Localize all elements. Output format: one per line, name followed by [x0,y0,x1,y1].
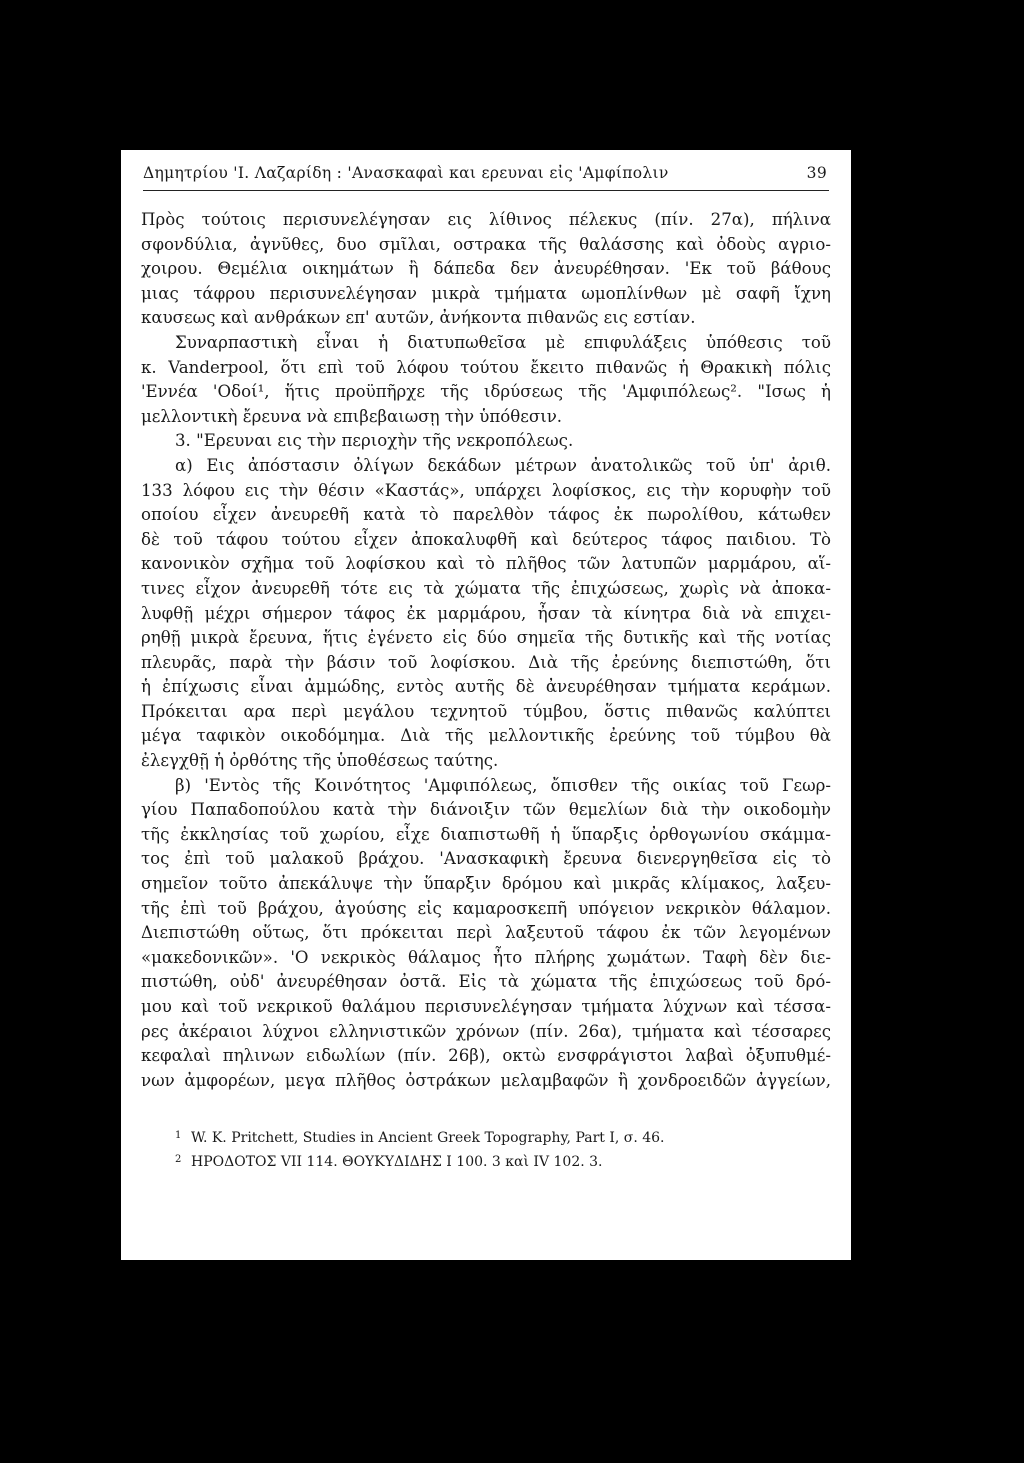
text-line: μου καὶ τοῦ νεκρικοῦ θαλάμου περισυνελέγησαν τμήματα λύχνων καὶ τέσσα- [141,997,831,1016]
section-heading: 3. "Ερευναι εις τὴν περιοχὴν τῆς νεκροπόλεως. [175,431,574,451]
text-line: Συναρπαστικὴ εἶναι ἡ διατυπωθεῖσα μὲ επιφυλάξεις ὑπόθεσις τοῦ [175,332,831,352]
text-line: 133 λόφου εις τὴν θέσιν «Καστάς», υπάρχει λοφίσκος, εις τὴν κορυφὴν τοῦ [141,480,831,500]
text-line: ἡ ἐπίχωσις εἶναι ἀμμώδης, εντὸς αυτῆς δὲ ἀνευρέθησαν τμήματα κεράμων. [141,677,831,697]
text-line: πλευρᾶς, παρὰ τὴν βάσιν τοῦ λοφίσκου. Διὰ τῆς ἐρεύνης διεπιστώθη, ὅτι [141,652,831,672]
text-line: ἐλεγχθῇ ἡ ὀρθότης τῆς ὑποθέσεως ταύτης. [141,751,499,771]
footnote-mark: 2 [175,1154,182,1165]
text-line: νων ἀμφορέων, μεγα πλῆθος ὀστράκων μελαμβαφῶν ἢ χονδροειδῶν ἀγγείων, [141,1070,831,1090]
text-line: καυσεως καὶ ανθράκων επ' αυτῶν, ἀνήκοντα πιθανῶς εις εστίαν. [141,308,696,328]
text-line: πιστώθη, οὐδ' ἀνευρέθησαν ὀστᾶ. Εἰς τὰ χώματα τῆς ἐπιχώσεως τοῦ δρό- [141,972,831,992]
text-line: ρες ἀκέραιοι λύχνοι ελληνιστικῶν χρόνων (πίν. 26α), τμήματα καὶ τέσσαρες [141,1021,831,1041]
footnote-text: ΗΡΟΔΟΤΟΣ VII 114. ΘΟΥΚΥΔΙΔΗΣ I 100. 3 καὶ IV 102. 3. [191,1154,603,1170]
body-text [141,208,831,1093]
text-line: χοιρου. Θεμέλια οικημάτων ἢ δάπεδα δεν ἀνευρέθησαν. 'Εκ τοῦ βάθους [141,259,831,279]
text-line: 'Εννέα 'Οδοί¹, ἥτις προϋπῆρχε τῆς ιδρύσεως τῆς 'Αμφιπόλεως². "Ισως ἡ [141,382,831,402]
text-line: κεφαλαὶ πηλινων ειδωλίων (πίν. 26β), οκτὼ ενσφράγιστοι λαβαὶ ὀξυπυθμέ- [141,1046,831,1066]
text-line: κ. Vanderpool, ὅτι επὶ τοῦ λόφου τούτου ἔκειτο πιθανῶς ἡ Θρακικὴ πόλις [141,357,831,377]
text-line: τῆς ἐκκλησίας τοῦ χωρίου, εἶχε διαπιστωθῆ ἡ ὕπαρξις ὀρθογωνίου σκάμμα- [141,824,831,844]
footnote-mark: 1 [175,1130,182,1141]
running-head [143,164,827,190]
text-line: οποίου εἶχεν ἀνευρεθῆ κατὰ τὸ παρελθὸν τάφος ἐκ πωρολίθου, κάτωθεν [141,505,831,525]
page-number: 39 [806,164,827,182]
text-line: τινες εἶχον ἀνευρεθῆ τότε εις τὰ χώματα τῆς ἐπιχώσεως, χωρὶς νὰ ἀποκα- [141,578,831,598]
text-line: «μακεδονικῶν». 'Ο νεκρικὸς θάλαμος ἦτο πλήρης χωμάτων. Ταφὴ δὲν διε- [141,947,831,967]
footnote [175,1125,835,1149]
text-line: σημεῖον τοῦτο ἀπεκάλυψε τὴν ὕπαρξιν δρόμου καὶ μικρᾶς κλίμακος, λαξευ- [141,874,831,894]
text-line: τος ἐπὶ τοῦ μαλακοῦ βράχου. 'Ανασκαφικὴ ἔρευνα διενεργηθεῖσα εἰς τὸ [141,849,831,869]
footnote-text: W. K. Pritchett, Studies in Ancient Greek Topography, Part I, σ. 46. [191,1130,665,1146]
footnotes [175,1125,835,1173]
footnote [175,1149,835,1173]
text-line: β) 'Εντὸς τῆς Κοινότητος 'Αμφιπόλεως, ὄπισθεν τῆς οικίας τοῦ Γεωρ- [175,775,831,795]
header-rule [143,190,829,191]
text-line: α) Εις ἀπόστασιν ὀλίγων δεκάδων μέτρων ἀνατολικῶς τοῦ ὑπ' ἀριθ. [175,455,831,475]
text-line: γίου Παπαδοπούλου κατὰ τὴν διάνοιξιν τῶν θεμελίων διὰ τὴν οικοδομὴν [141,800,831,820]
text-line: ρηθῇ μικρὰ ἔρευνα, ἥτις ἐγένετο εἰς δύο σημεῖα τῆς δυτικῆς καὶ τῆς νοτίας [141,628,831,648]
text-line: τῆς ἐπὶ τοῦ βράχου, ἀγούσης εἰς καμαροσκεπῆ υπόγειον νεκρικὸν θάλαμον. [141,898,831,918]
text-line: Πρόκειται αρα περὶ μεγάλου τεχνητοῦ τύμβου, ὅστις πιθανῶς καλύπτει [141,701,831,721]
text-line: Διεπιστώθη οὕτως, ὅτι πρόκειται περὶ λαξευτοῦ τάφου ἐκ τῶν λεγομένων [141,923,831,943]
text-line: λυφθῇ μέχρι σήμερον τάφος ἐκ μαρμάρου, ἦσαν τὰ κίνητρα διὰ νὰ επιχει- [141,603,831,623]
text-line: δὲ τοῦ τάφου τούτου εἶχεν ἀποκαλυφθῆ καὶ δεύτερος τάφος παιδιου. Τὸ [141,529,831,549]
running-title: Δημητρίου 'Ι. Λαζαρίδη : 'Ανασκαφαὶ και ερευναι εἰς 'Αμφίπολιν [143,164,669,182]
text-line: μέγα ταφικὸν οικοδόμημα. Διὰ τῆς μελλοντικῆς ἐρεύνης τοῦ τύμβου θὰ [141,726,831,746]
text-line: κανονικὸν σχῆμα τοῦ λοφίσκου καὶ τὸ πλῆθος τῶν λατυπῶν μαρμάρου, αἵ- [141,554,831,574]
text-line: Πρὸς τούτοις περισυνελέγησαν εις λίθινος πέλεκυς (πίν. 27α), πήλινα [141,210,831,229]
book-page [121,150,851,1260]
text-line: μιας τάφρου περισυνελέγησαν μικρὰ τμήματα ωμοπλίνθων μὲ σαφῆ ἴχνη [141,283,831,303]
text-line: σφονδύλια, ἀγνῦθες, δυο σμῖλαι, οστρακα τῆς θαλάσσης καὶ ὀδοὺς αγριο- [141,234,831,254]
text-line: μελλοντικὴ ἔρευνα νὰ επιβεβαιωσῃ τὴν ὑπόθεσιν. [141,406,563,426]
